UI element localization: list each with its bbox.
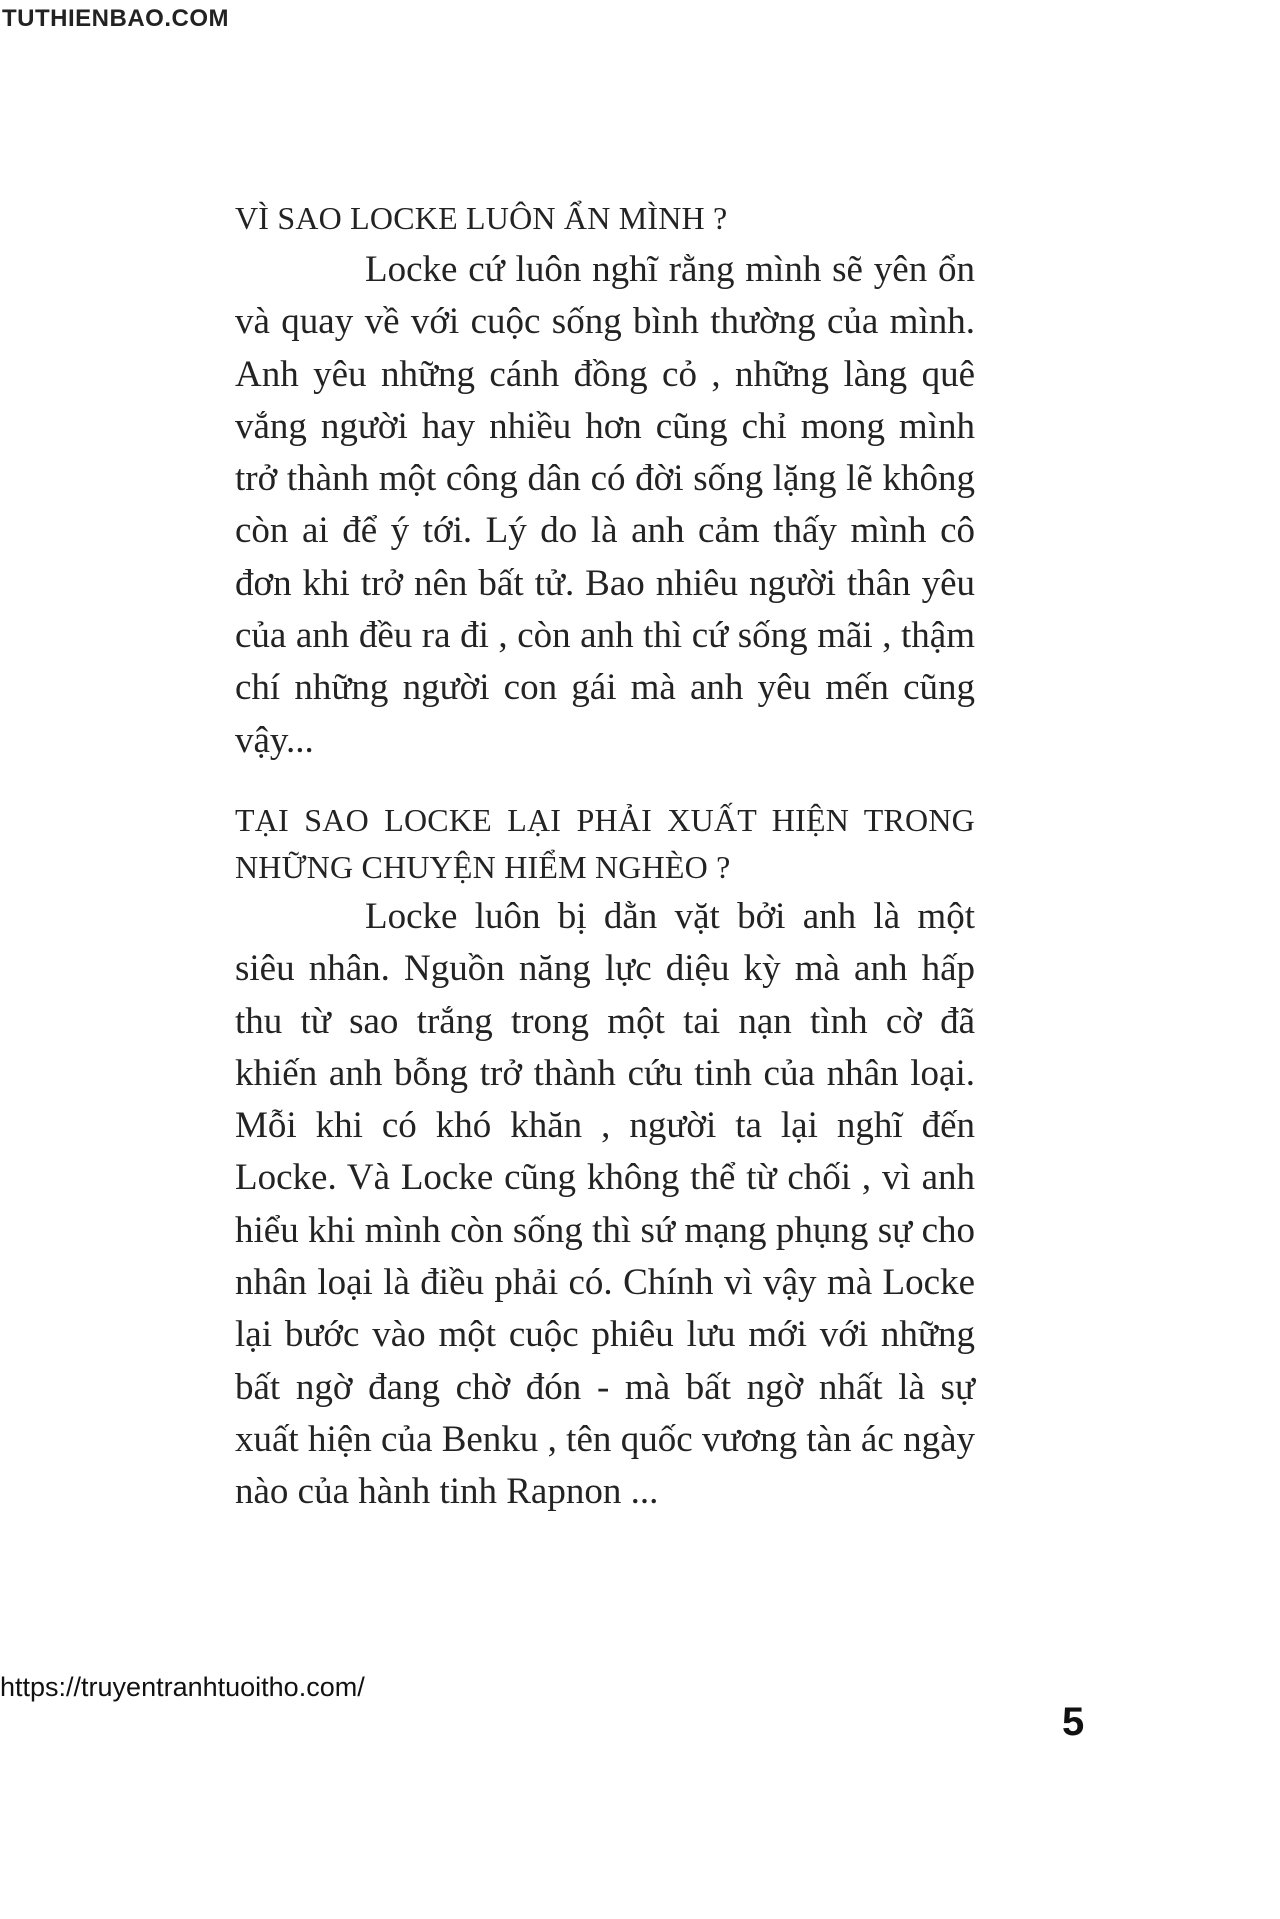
page-number: 5 <box>1062 1700 1085 1744</box>
page-content <box>235 195 975 1519</box>
watermark-top: TUTHIENBAO.COM <box>2 5 229 32</box>
section-body: Locke luôn bị dằn vặt bởi anh là một siêu nhân. Nguồn năng lực diệu kỳ mà anh hấp thu từ sao trắng trong một tai nạn tình cờ đã khiến anh bỗng trở thành cứu tinh của nhân loại. Mỗi khi có khó khăn , người ta lại nghĩ đến Locke. Và Locke cũng không thể từ chối , vì anh hiểu khi mình còn sống thì sứ mạng phụng sự cho nhân loại là điều phải có. Chính vì vậy mà Locke lại bước vào một cuộc phiêu lưu mới với những bất ngờ đang chờ đón - mà bất ngờ nhất là sự xuất hiện của Benku , tên quốc vương tàn ác ngày nào của hành tinh Rapnon ... <box>235 895 975 1513</box>
section-why-locke-hides <box>235 195 975 767</box>
section-why-locke-appears <box>235 797 975 1519</box>
watermark-url: https://truyentranhtuoitho.com/ <box>0 1672 365 1702</box>
section-heading: TẠI SAO LOCKE LẠI PHẢI XUẤT HIỆN TRONG NHỮNG CHUYỆN HIỂM NGHÈO ? <box>235 801 975 885</box>
section-heading: VÌ SAO LOCKE LUÔN ẨN MÌNH ? <box>235 200 728 236</box>
section-body: Locke cứ luôn nghĩ rằng mình sẽ yên ổn và quay về với cuộc sống bình thường của mình. Anh yêu những cánh đồng cỏ , những làng quê vắng người hay nhiều hơn cũng chỉ mong mình trở thành một công dân có đời sống lặng lẽ không còn ai để ý tới. Lý do là anh cảm thấy mình cô đơn khi trở nên bất tử. Bao nhiêu người thân yêu của anh đều ra đi , còn anh thì cứ sống mãi , thậm chí những người con gái mà anh yêu mến cũng vậy... <box>235 249 975 761</box>
